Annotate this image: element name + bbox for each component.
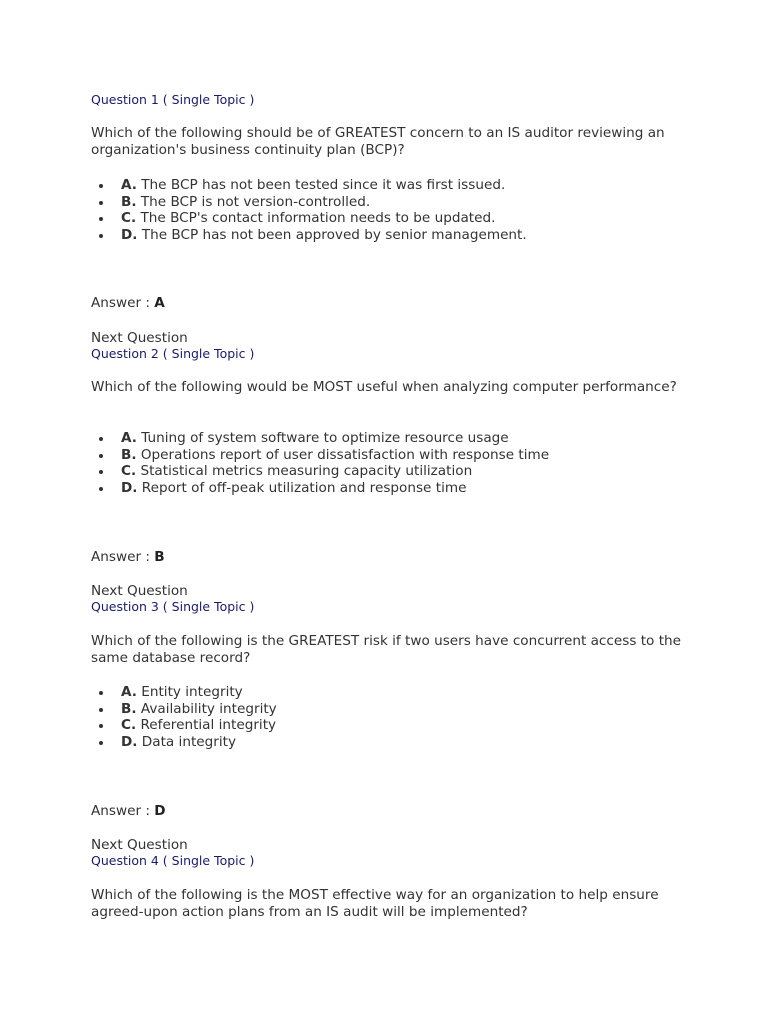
answer-label: Answer : — [91, 295, 155, 311]
question-3-answer — [91, 803, 166, 820]
option-d — [91, 227, 527, 244]
option-letter: D. — [121, 480, 138, 497]
option-letter: A. — [121, 684, 137, 700]
option-d — [91, 734, 277, 751]
option-a — [91, 430, 549, 447]
question-2-options — [91, 430, 549, 497]
question-2-header: Question 2 ( Single Topic ) — [91, 346, 255, 361]
option-letter: B. — [121, 700, 137, 717]
next-question-link[interactable]: Next Question — [91, 583, 188, 599]
answer-label: Answer : — [91, 549, 155, 565]
option-text: Statistical metrics measuring capacity utilization — [136, 463, 473, 480]
option-text: The BCP has not been tested since it was first issued. — [136, 177, 506, 193]
question-2-answer — [91, 549, 165, 566]
option-text: Entity integrity — [136, 684, 243, 700]
option-b — [91, 194, 527, 211]
question-1-answer — [91, 295, 165, 312]
option-letter: A. — [121, 430, 137, 446]
option-letter: B. — [121, 193, 137, 210]
option-c — [91, 717, 277, 734]
option-c — [91, 463, 549, 480]
option-a — [91, 684, 277, 701]
option-letter: D. — [121, 734, 138, 751]
option-letter: A. — [121, 177, 137, 193]
option-text: Operations report of user dissatisfaction with response time — [136, 446, 550, 463]
next-question-link[interactable]: Next Question — [91, 330, 188, 346]
answer-value: D — [154, 803, 166, 819]
question-3-header: Question 3 ( Single Topic ) — [91, 599, 255, 614]
question-4-header: Question 4 ( Single Topic ) — [91, 853, 255, 868]
question-1-header: Question 1 ( Single Topic ) — [91, 92, 255, 107]
question-3-text: Which of the following is the GREATEST risk if two users have concurrent access to the same database record? — [91, 633, 682, 666]
option-text: The BCP's contact information needs to be updated. — [136, 210, 496, 227]
option-letter: C. — [121, 463, 137, 480]
option-letter: C. — [121, 210, 137, 227]
answer-label: Answer : — [91, 803, 155, 819]
option-text: Tuning of system software to optimize resource usage — [136, 430, 509, 446]
option-c — [91, 210, 527, 227]
option-text: Report of off-peak utilization and response time — [137, 480, 467, 497]
question-2-text: Which of the following would be MOST useful when analyzing computer performance? — [91, 379, 677, 395]
question-1-text: Which of the following should be of GREATEST concern to an IS auditor reviewing an organization's business continuity plan (BCP)? — [91, 125, 665, 158]
answer-value: B — [154, 549, 165, 565]
question-4-text: Which of the following is the MOST effective way for an organization to help ensure agreed-upon action plans from an IS audit will be implemented? — [91, 887, 659, 920]
question-1-options — [91, 177, 527, 244]
question-3-options — [91, 684, 277, 751]
option-letter: D. — [121, 227, 138, 244]
option-text: The BCP is not version-controlled. — [136, 193, 371, 210]
option-b — [91, 701, 277, 718]
next-question-link[interactable]: Next Question — [91, 837, 188, 853]
option-letter: C. — [121, 717, 137, 734]
answer-value: A — [154, 295, 165, 311]
option-text: Referential integrity — [136, 717, 277, 734]
option-text: Availability integrity — [136, 700, 277, 717]
option-d — [91, 480, 549, 497]
option-text: Data integrity — [137, 734, 237, 751]
option-b — [91, 447, 549, 464]
option-a — [91, 177, 527, 194]
option-text: The BCP has not been approved by senior management. — [137, 227, 527, 244]
option-letter: B. — [121, 446, 137, 463]
